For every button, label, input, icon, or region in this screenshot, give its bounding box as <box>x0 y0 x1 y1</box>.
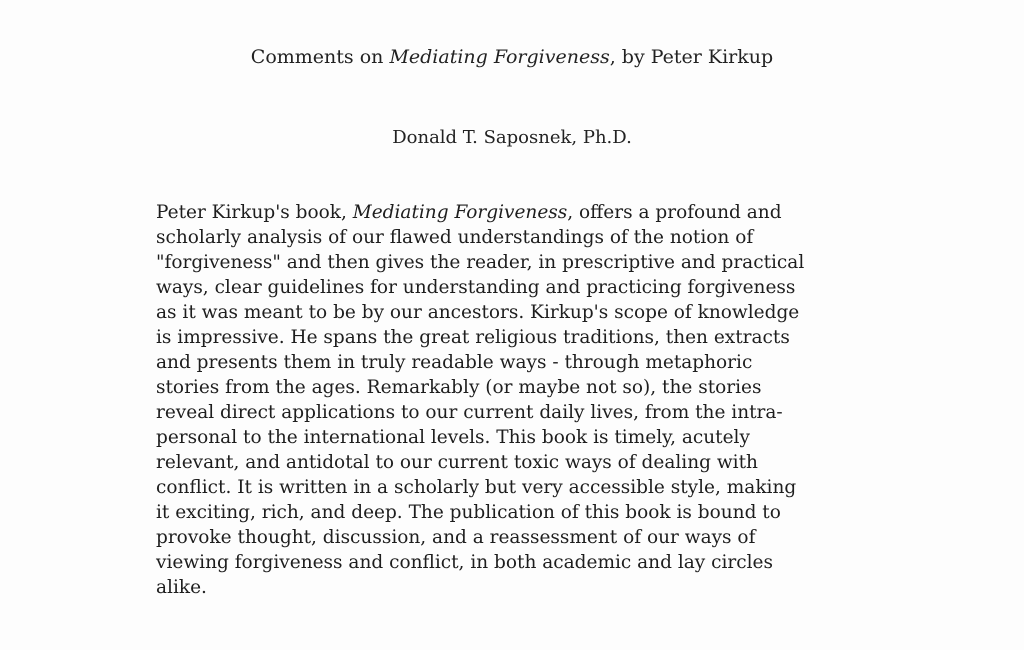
body-line: "forgiveness" and then gives the reader, in prescriptive and practical <box>156 252 805 273</box>
body-line: is impressive. He spans the great religious traditions, then extracts <box>156 327 790 348</box>
document-title <box>0 46 1024 68</box>
body-line: provoke thought, discussion, and a reassessment of our ways of <box>156 527 756 548</box>
body-line: and presents them in truly readable ways - through metaphoric <box>156 352 753 373</box>
body-book-name: Mediating Forgiveness <box>352 202 568 223</box>
body-line-1 <box>156 200 896 225</box>
author-byline: Donald T. Saposnek, Ph.D. <box>392 127 632 148</box>
body-paragraph <box>156 200 896 600</box>
title-book-name: Mediating Forgiveness <box>389 46 610 68</box>
body-line: ways, clear guidelines for understanding and practicing forgiveness <box>156 277 796 298</box>
body-line: alike. <box>156 577 207 598</box>
body-line-1-prefix: Peter Kirkup's book, <box>156 202 353 223</box>
body-line: personal to the international levels. This book is timely, acutely <box>156 427 750 448</box>
title-suffix: , by Peter Kirkup <box>609 46 774 68</box>
body-line: scholarly analysis of our flawed understandings of the notion of <box>156 227 754 248</box>
body-line: stories from the ages. Remarkably (or maybe not so), the stories <box>156 377 762 398</box>
body-line: relevant, and antidotal to our current toxic ways of dealing with <box>156 452 758 473</box>
body-line-1-suffix: , offers a profound and <box>567 202 782 223</box>
body-line: viewing forgiveness and conflict, in both academic and lay circles <box>156 552 773 573</box>
title-prefix: Comments on <box>250 46 390 68</box>
body-line: as it was meant to be by our ancestors. Kirkup's scope of knowledge <box>156 302 800 323</box>
body-line: conflict. It is written in a scholarly but very accessible style, making <box>156 477 797 498</box>
body-line: it exciting, rich, and deep. The publication of this book is bound to <box>156 502 781 523</box>
body-line: reveal direct applications to our current daily lives, from the intra- <box>156 402 783 423</box>
